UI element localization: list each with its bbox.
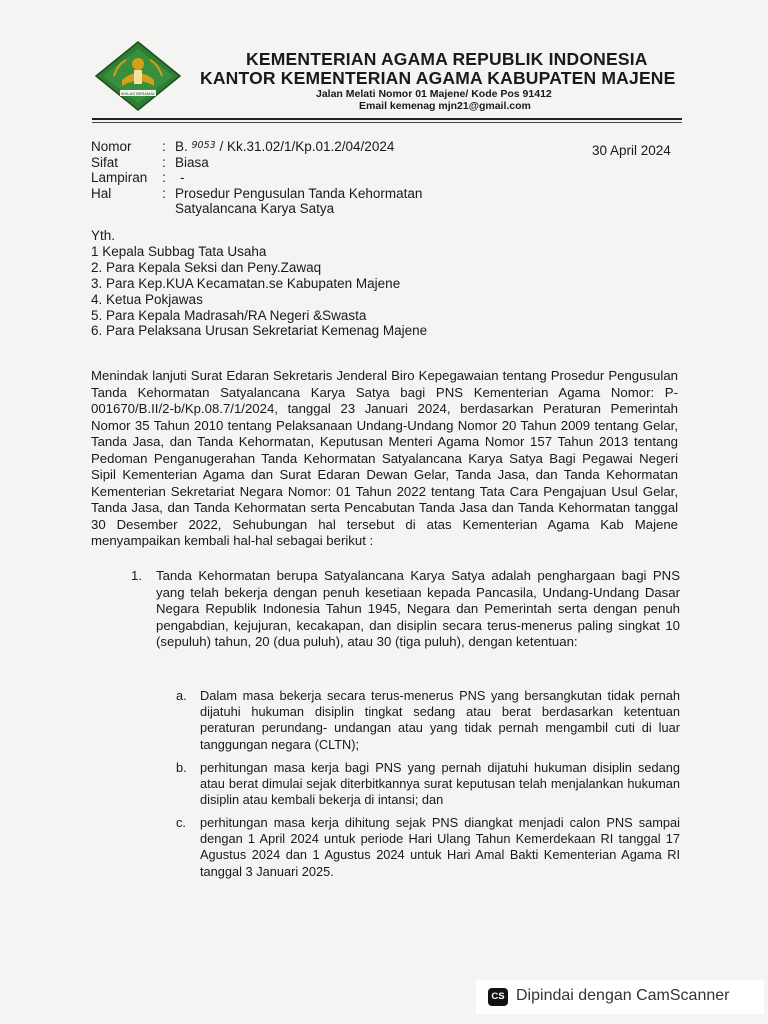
sub-item-text: perhitungan masa kerja bagi PNS yang pernah dijatuhi hukuman disiplin sedang atau berat dimulai sejak diterbitkannya surat keputusan telah menjalankan hukuman disiplin atau kembali bekerja di intansi; dan [200, 760, 680, 808]
list-item: 1 Kepala Subbag Tata Usaha [91, 243, 267, 259]
item-number: 1. [131, 568, 142, 583]
meta-colon: : [162, 170, 166, 185]
list-item: 5. Para Kepala Madrasah/RA Negeri &Swasta [91, 307, 367, 323]
meta-nomor-value [175, 139, 394, 154]
camscanner-label: Dipindai dengan CamScanner [516, 987, 730, 1004]
letterhead-address: Jalan Melati Nomor 01 Majene/ Kode Pos 91412 [316, 88, 552, 100]
sub-item-letter: c. [176, 815, 186, 830]
camscanner-watermark [476, 980, 764, 1014]
body-paragraph: Menindak lanjuti Surat Edaran Sekretaris Jenderal Biro Kepegawaian tentang Prosedur Pengusulan Tanda Kehormatan Satyalancana Karya Satya bagi PNS Kementerian Agama Nomor: P-001670/B.II/2-b/Kp.08.7/1/2024, tanggal 23 Januari 2024, berdasarkan Peraturan Pemerintah Nomor 35 Tahun 2010 tentang Pelaksanaan Undang-Undang Nomor 20 Tahun 2009 tentang Gelar, Tanda Jasa, dan Tanda Kehormatan, Keputusan Menteri Agama Nomor 157 Tahun 2013 tentang Pedoman Penganugerahan Tanda Kehormatan Satyalancana Karya Satya Bagi Pegawai Negeri Sipil Kementerian Agama dan Surat Edaran Dewan Gelar, Tanda Jasa, dan Tanda Kehormatan Kementerian Sekretariat Negara Nomor: 01 Tahun 2022 tentang Tata Cara Pengajuan Usul Gelar, Tanda Jasa, dan Tanda Kehormatan serta Pencabutan Tanda Jasa dan Tanda Kehormatan tanggal 30 Desember 2022, Sehubungan hal tersebut di atas Kementerian Agama Kab Majene menyampaikan kembali hal-hal sebagai berikut : [91, 368, 678, 548]
nomor-prefix: B. [175, 139, 192, 154]
meta-nomor-label: Nomor [91, 139, 132, 154]
letter-date: 30 April 2024 [592, 143, 671, 158]
list-item: 2. Para Kepala Seksi dan Peny.Zawaq [91, 259, 322, 275]
sub-item-text: perhitungan masa kerja dihitung sejak PNS diangkat menjadi calon PNS sampai dengan 1 April 2024 untuk periode Hari Ulang Tahun Kemerdekaan RI tanggal 17 Agustus 2024 dan 1 Agustus 2024 untuk Hari Amal Bakti Kementerian Agama RI tanggal 3 Januari 2025. [200, 815, 680, 879]
meta-sifat-label: Sifat [91, 154, 119, 170]
salutation: Yth. [91, 228, 116, 243]
sub-item-letter: a. [176, 688, 187, 703]
item-text: Tanda Kehormatan berupa Satyalancana Karya Satya adalah penghargaan bagi PNS yang telah bekerja dengan penuh kesetiaan kepada Pancasila, Undang-Undang Dasar Negara Republik Indonesia Tahun 1945, Negara dan Pemerintah serta dengan penuh pengabdian, kejujuran, kecakapan, dan disiplin secara terus-menerus paling singkat 10 (sepuluh) tahun, 20 (dua puluh), atau 30 (tiga puluh), dengan ketentuan: [156, 568, 680, 649]
list-item: 6. Para Pelaksana Urusan Sekretariat Kemenag Majene [91, 323, 428, 339]
letterhead-rule-thick [92, 118, 682, 120]
meta-lampiran-value: - [180, 170, 185, 185]
svg-text:IKHLAS BERAMAL: IKHLAS BERAMAL [120, 91, 156, 96]
meta-hal-label: Hal [91, 185, 112, 201]
meta-hal-value-line2: Satyalancana Karya Satya [175, 201, 335, 216]
letterhead-ministry: KEMENTERIAN AGAMA REPUBLIK INDONESIA [246, 49, 648, 69]
letterhead-rule-thin [92, 122, 682, 123]
list-item: 4. Ketua Pokjawas [91, 291, 203, 307]
nomor-handwritten: 9053 [191, 140, 216, 151]
meta-lampiran-label: Lampiran [91, 170, 148, 185]
nomor-suffix: / Kk.31.02/1/Kp.01.2/04/2024 [215, 139, 395, 154]
addressee-list [91, 228, 427, 339]
meta-colon: : [162, 185, 166, 201]
meta-sifat-value: Biasa [175, 154, 209, 170]
list-item: 3. Para Kep.KUA Kecamatan.se Kabupaten Majene [91, 275, 401, 291]
letterhead-email: Email kemenag mjn21@gmail.com [359, 100, 531, 112]
sub-item-text: Dalam masa bekerja secara terus-menerus PNS yang bersangkutan tidak pernah dijatuhi hukuman disiplin tingkat sedang atau berat berdasarkan ketentuan peraturan perundang- undangan atau yang tidak pernah mengambil cuti di luar tanggungan negara (CLTN); [200, 688, 680, 752]
meta-hal-value-line1: Prosedur Pengusulan Tanda Kehormatan [175, 185, 423, 201]
ministry-logo [94, 40, 182, 112]
meta-colon: : [162, 154, 166, 170]
letterhead-office: KANTOR KEMENTERIAN AGAMA KABUPATEN MAJENE [200, 68, 676, 88]
sub-item-letter: b. [176, 760, 187, 775]
camscanner-icon: CS [488, 988, 508, 1006]
meta-colon: : [162, 139, 166, 154]
